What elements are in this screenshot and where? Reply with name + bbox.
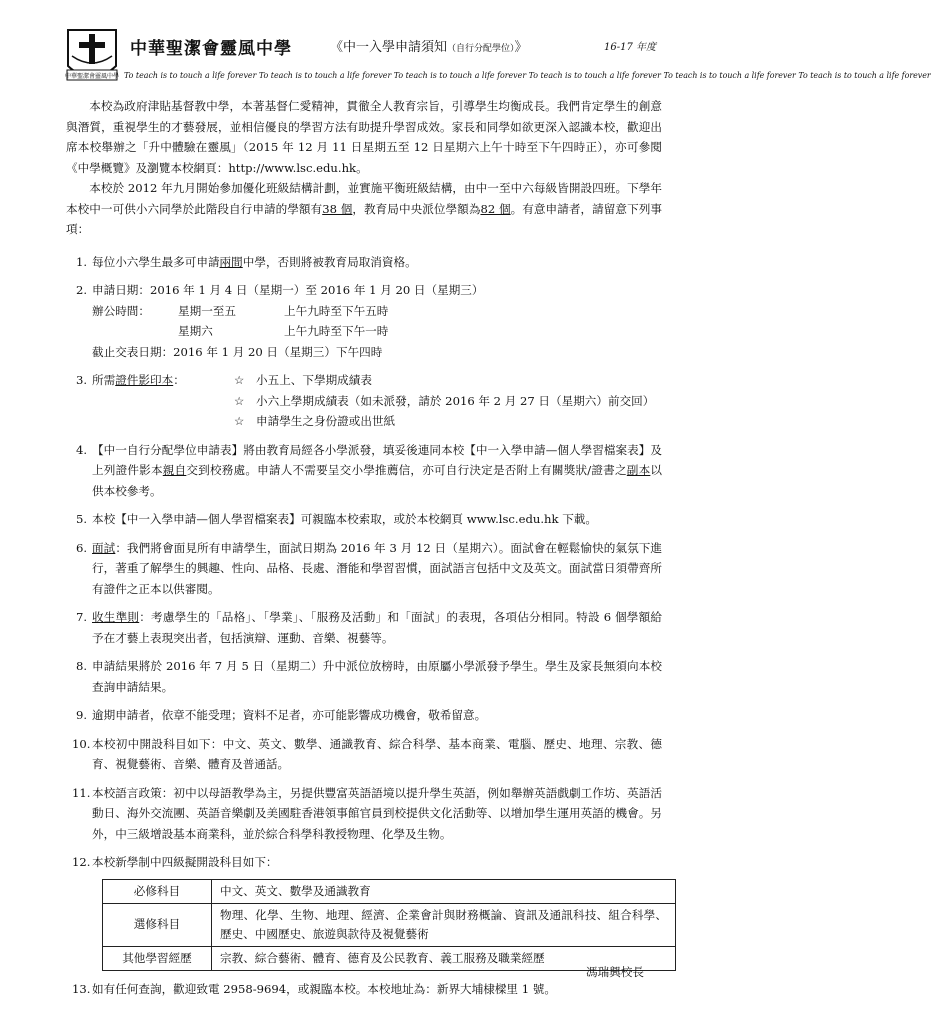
- table-row: 其他學習經歷 宗教、綜合藝術、體育、德育及公民教育、義工服務及職業經歷: [103, 946, 676, 970]
- document-title-note: （自行分配學位）: [447, 44, 515, 54]
- document-title: [330, 36, 528, 55]
- logo-text: 中華聖潔會靈風中學: [64, 73, 120, 80]
- office-hours-row: 辦公時間： 星期一至五 上午九時至下午五時: [92, 303, 389, 318]
- application-period: 申請日期：2016 年 1 月 4 日（星期一）至 2016 年 1 月 20 日（星期三）: [92, 283, 484, 297]
- list-item: 1. 每位小六學生最多可申請兩間中學，否則將被教育局取消資格。: [76, 254, 417, 269]
- school-name: 中華聖潔會靈風中學: [130, 39, 292, 59]
- list-item: 9. 逾期申請者，依章不能受理；資料不足者，亦可能影響成功機會，敬希留意。: [76, 708, 487, 722]
- list-item: 5. 本校【中一入學申請—個人學習檔案表】可親臨本校索取，或於本校網頁 www.lsc.edu.hk 下載。: [76, 512, 597, 526]
- self-allocation-seats: 38 個: [322, 201, 353, 216]
- table-row: 必修科目 中文、英文、數學及通識教育: [103, 879, 676, 903]
- motto-line: To teach is to touch a life forever To teach is to touch a life forever To teach is to touch a life forever To teach is to touch a life forever To teach is to touch a life forever To teach is to touch a life forever: [124, 71, 931, 80]
- star-icon: ☆: [234, 393, 245, 408]
- intro-p2-b: ，教育局中央派位學額為: [352, 201, 481, 216]
- intro-p2-a: 本校於 2012 年九月開始參加優化班級結構計劃，並實施平衡班級結構，由中一至中六每級皆開設四班。下學年本校中一可供小六同學於此階段自行申請的學額有: [66, 181, 662, 216]
- star-icon: ☆: [234, 414, 245, 428]
- list-item: 6. 面試：我們將會面見所有申請學生，面試日期為 2016 年 3 月 12 日（星期六）。面試會在輕鬆愉快的氣氛下進行，著重了解學生的興趣、性向、品格、長處、潛能和學習習慣，面試語言包括中文及英文。面試當日須帶齊所有證件之正本以供審閱。: [76, 540, 662, 596]
- office-hours-row: 星期六 上午九時至下午一時: [178, 324, 389, 338]
- list-item: 10. 本校初中開設科目如下：中文、英文、數學、通識教育、綜合科學、基本商業、電腦、歷史、地理、宗教、德育、視覺藝術、音樂、體育及普通話。: [72, 736, 662, 771]
- school-year: 16-17 年度: [604, 42, 657, 53]
- list-item: 2. 申請日期：2016 年 1 月 4 日（星期一）至 2016 年 1 月 20 日（星期三） 辦公時間： 星期一至五 上午九時至下午五時 星期六 上午九時至下午一時 截止交表日期：2016 年 1 月 20 日（星期三）下午四時: [66, 280, 662, 362]
- list-item: 11. 本校語言政策：初中以母語教學為主，另提供豐富英語語境以提升學生英語，例如舉辦英語戲劇工作坊、英語活動日、海外交流團、英語音樂劇及美國駐香港領事館官員到校提供文化活動等、以增加學生運用英語的機會。另外，中三級增設基本商業科，並於綜合科學科教授物理、化學及生物。: [72, 785, 662, 841]
- star-icon: ☆: [234, 373, 245, 387]
- school-logo-icon: [64, 26, 120, 90]
- principal-signature: 馮瑞興校長: [586, 965, 644, 979]
- central-allocation-seats: 82 個: [480, 201, 511, 216]
- list-item: 7. 收生準則：考慮學生的「品格」、「學業」、「服務及活動」和「面試」的表現，各項佔分相同。特設 6 個學額給予在才藝上表現突出者，包括演辯、運動、音樂、視藝等。: [76, 610, 662, 645]
- list-item: 4. 【中一自行分配學位申請表】將由教育局經各小學派發，填妥後連同本校【中一入學申請—個人學習檔案表】及上列證件影本親自交到校務處。申請人不需要呈交小學推薦信，亦可自行決定是否附上有關獎狀/證書之副本以供本校參考。: [76, 442, 662, 498]
- required-documents: 所需證件影印本： ☆ 小五上、下學期成績表 ☆ 小六上學期成績表（如未派發，請於 2016 年 2 月 27 日（星期六）前交回） ☆ 申請學生之身份證或出世紙: [92, 370, 662, 432]
- document-body: [66, 96, 667, 1007]
- submission-deadline: 截止交表日期：2016 年 1 月 20 日（星期三）下午四時: [92, 344, 383, 359]
- s4-subjects-table: [102, 879, 676, 971]
- intro-paragraph-2: [66, 178, 662, 240]
- intro-paragraph-1: 本校為政府津貼基督教中學，本著基督仁愛精神，貫徹全人教育宗旨，引導學生均衡成長。我們肯定學生的創意與潛質，重視學生的才藝發展，並相信優良的學習方法有助提升學習成效。家長和同學如欲更深入認識本校，歡迎出席本校舉辦之「升中體驗在靈風」（2015 年 12 月 11 日星期五至 12 日星期六上午十時至下午四時正），亦可參閱《中學概覽》及瀏覽本校網頁：http://www.lsc.edu.hk。: [66, 99, 662, 175]
- list-item: 12. 本校新學制中四級擬開設科目如下： 必修科目 中文、英文、數學及通識教育 選修科目 物理、化學、生物、地理、經濟、企業會計與財務概論、資訊及通訊科技、組合科學、歷史、中國歷史、旅遊與款待及視覺藝術 其他學習經歷 宗教、綜合藝術、體育、德育及公民教育、義工服務及職業經歷: [66, 852, 662, 971]
- document-title-close: 》: [514, 40, 528, 55]
- document-title-main: 《中一入學申請須知: [330, 40, 448, 55]
- table-row: 選修科目 物理、化學、生物、地理、經濟、企業會計與財務概論、資訊及通訊科技、組合科學、歷史、中國歷史、旅遊與款待及視覺藝術: [103, 903, 676, 946]
- intro-p2-c: 。有意申請者，請留意下列事項：: [66, 201, 662, 236]
- list-item: 8. 申請結果將於 2016 年 7 月 5 日（星期二）升中派位放榜時，由原屬小學派發予學生。學生及家長無須向本校查詢申請結果。: [76, 659, 662, 694]
- notes-list: [66, 252, 667, 1000]
- list-item: 3. 所需證件影印本： ☆ 小五上、下學期成績表 ☆ 小六上學期成績表（如未派發，請於 2016 年 2 月 27 日（星期六）前交回） ☆ 申請學生之身份證或出世紙: [66, 370, 662, 432]
- list-item: 13. 如有任何查詢，歡迎致電 2958-9694，或親臨本校。本校地址為：新界大埔棣樑里 1 號。: [72, 981, 556, 996]
